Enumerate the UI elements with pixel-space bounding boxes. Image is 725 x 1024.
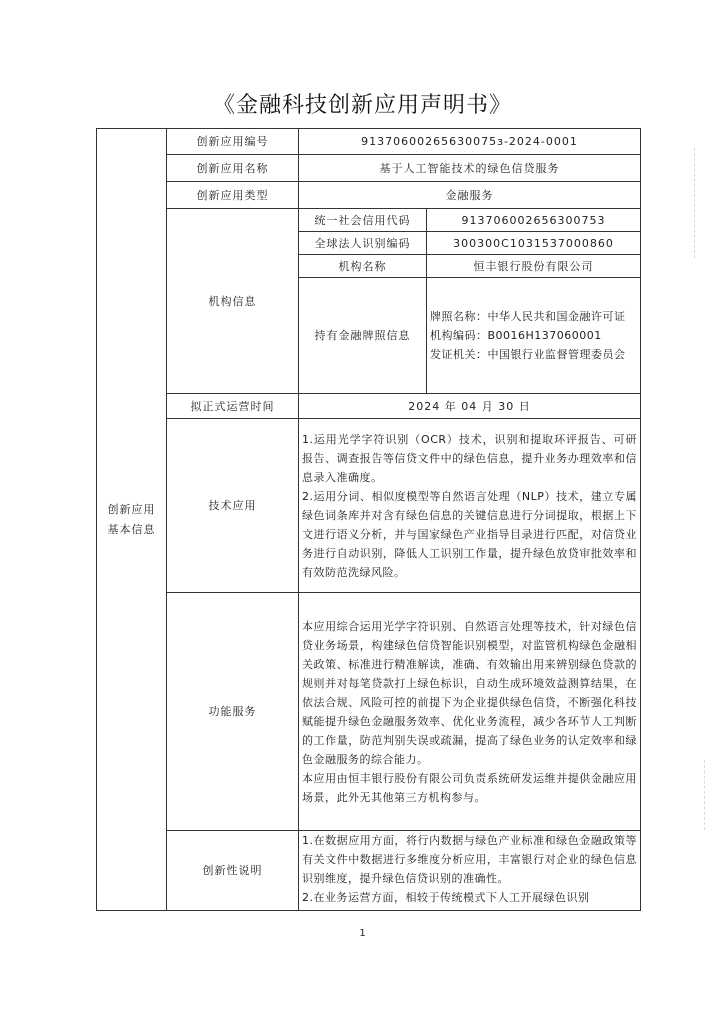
credit-code-value: 913706002656300753	[427, 209, 641, 232]
innovation-paragraph: 2.在业务运营方面，相较于传统模式下人工开展绿色识别	[302, 891, 590, 904]
row-launch-date	[97, 394, 641, 419]
row-innovation	[97, 831, 641, 911]
lei-value: 300300C1031537000860	[427, 232, 641, 255]
seal-edge	[694, 148, 725, 258]
row-tech	[97, 419, 641, 593]
app-type-label: 创新应用类型	[167, 182, 299, 209]
row-credit-code	[97, 209, 641, 232]
launch-value: 2024 年 04 月 30 日	[299, 394, 641, 419]
app-number-label: 创新应用编号	[167, 129, 299, 155]
tech-content	[299, 419, 641, 593]
declaration-table	[96, 128, 641, 911]
license-line: 牌照名称：中华人民共和国金融许可证	[430, 310, 626, 323]
row-app-number	[97, 129, 641, 155]
license-info	[427, 278, 641, 394]
document-title: 《金融科技创新应用声明书》	[212, 93, 512, 118]
innovation-paragraph: 1.在数据应用方面，将行内数据与绿色产业标准和绿色金融政策等有关文件中数据进行多维度分析应用，丰富银行对企业的绿色信息识别维度，提升绿色信贷识别的准确性。	[302, 834, 638, 885]
launch-label: 拟正式运营时间	[167, 394, 299, 419]
function-label: 功能服务	[167, 593, 299, 831]
function-paragraph: 本应用综合运用光学字符识别、自然语言处理等技术，针对绿色信贷业务场景，构建绿色信贷智能识别模型，对监管机构绿色金融相关政策、标准进行精准解读，准确、有效输出用来辨别绿色贷款的规则并对每笔贷款打上绿色标识，自动生成环境效益测算结果，在依法合规、风险可控的前提下为企业提供绿色信贷，不断强化科技赋能提升绿色金融服务效率、优化业务流程，减少各环节人工判断的工作量，防范判别失误或疏漏，提高了绿色业务的认定效率和绿色金融服务的综合能力。	[302, 619, 638, 766]
app-number-value: 91370600265630075з-2024-0001	[299, 129, 641, 155]
org-name-label: 机构名称	[299, 255, 427, 278]
lei-label: 全球法人识别编码	[299, 232, 427, 255]
innovation-content	[299, 831, 641, 911]
seal-edge	[704, 760, 725, 830]
license-label: 持有金融牌照信息	[299, 278, 427, 394]
org-info-label: 机构信息	[167, 209, 299, 394]
function-paragraph: 本应用由恒丰银行股份有限公司负责系统研发运维并提供金融应用场景，此外无其他第三方机构参与。	[302, 771, 638, 804]
function-content	[299, 593, 641, 831]
section-label: 创新应用 基本信息	[97, 129, 167, 911]
tech-paragraph: 1.运用光学字符识别（OCR）技术，识别和提取环评报告、可研报告、调查报告等信贷文件中的绿色信息，提升业务办理效率和信息录入准确度。	[302, 432, 638, 484]
tech-label: 技术应用	[167, 419, 299, 593]
license-line: 机构编码：B0016H137060001	[430, 329, 602, 342]
org-name-value: 恒丰银行股份有限公司	[427, 255, 641, 278]
innovation-label: 创新性说明	[167, 831, 299, 911]
page-number: 1	[359, 928, 366, 939]
row-app-name	[97, 155, 641, 182]
app-name-label: 创新应用名称	[167, 155, 299, 182]
app-name-value: 基于人工智能技术的绿色信贷服务	[299, 155, 641, 182]
app-type-value: 金融服务	[299, 182, 641, 209]
row-app-type	[97, 182, 641, 209]
row-function	[97, 593, 641, 831]
license-line: 发证机关：中国银行业监督管理委员会	[430, 348, 626, 361]
tech-paragraph: 2.运用分词、相似度模型等自然语言处理（NLP）技术，建立专属绿色词条库并对含有绿色信息的关键信息进行分词提取，根据上下文进行语义分析，并与国家绿色产业指导目录进行匹配，对信贷业务进行自动识别，降低人工识别工作量，提升绿色放贷审批效率和有效防范洗绿风险。	[302, 489, 638, 579]
credit-code-label: 统一社会信用代码	[299, 209, 427, 232]
